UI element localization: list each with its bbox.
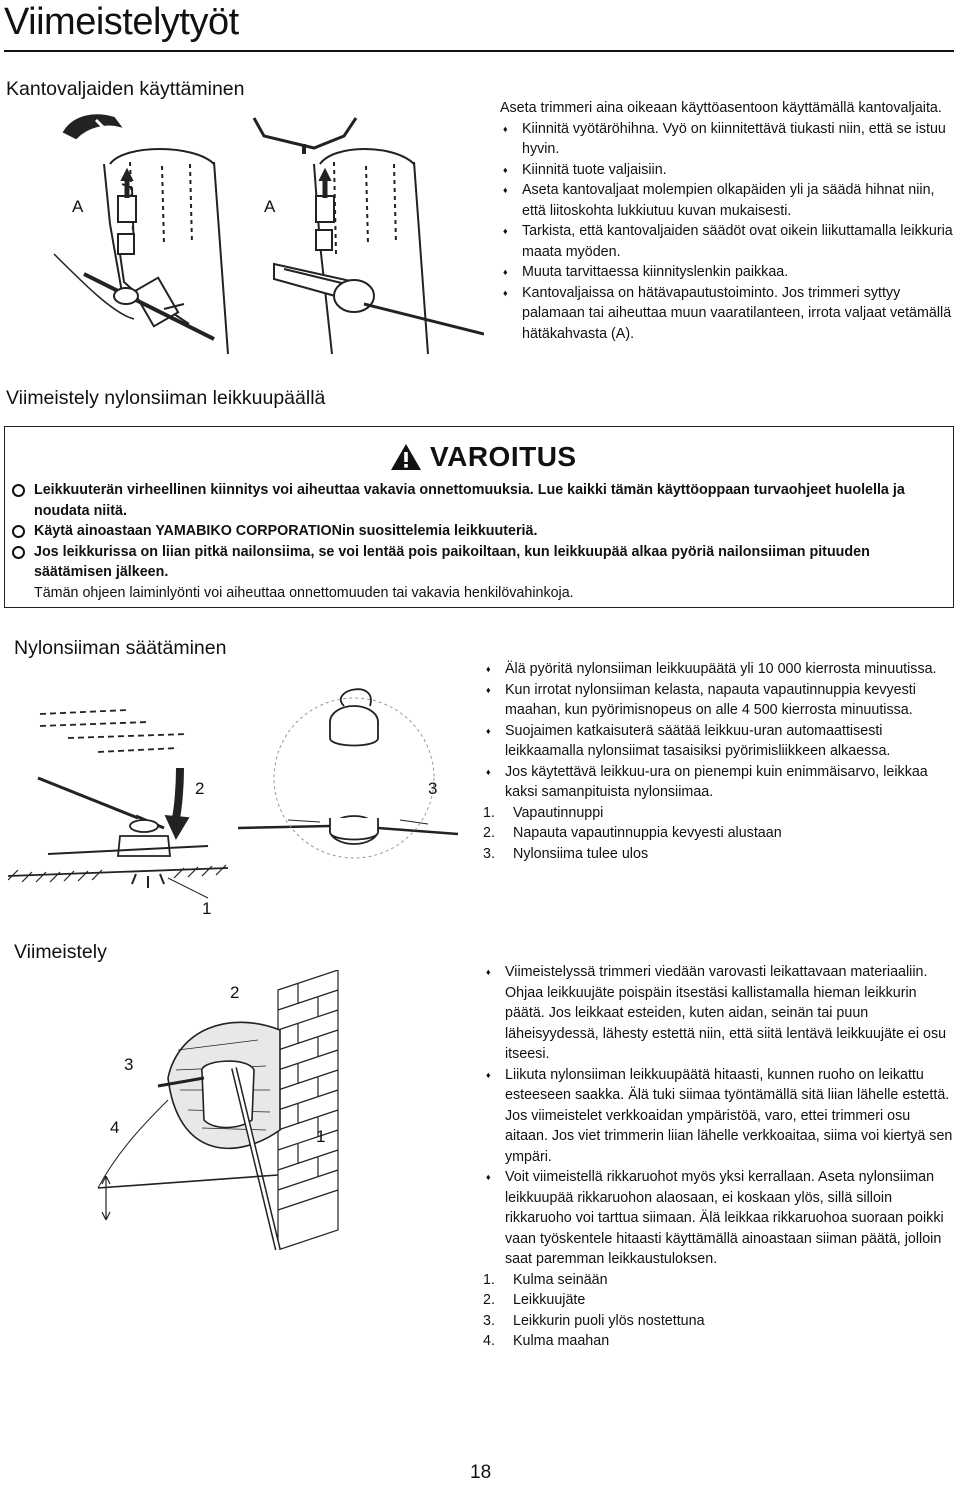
circle-bullet-icon [12, 546, 25, 559]
line-adjust-illustration [8, 668, 468, 924]
list-item: ♦ Liikuta nylonsiiman leikkuupäätä hitaasti, kunnen ruoho on leikattu esteeseen saakka. Älä tuki siimaa työntämällä sitä liian lähelle estettä. Jos viimeistelet verkkoaidan ympäristöä, varo, ettei trimmeri osu aitaan. Jos viet trimmerin liian lähelle verkkoaitaa, siima voi kiertyä sen ympäri. [483, 1065, 955, 1168]
label-a-left: A [72, 197, 84, 216]
list-item: ♦ Aseta kantovaljaat molempien olkapäiden yli ja säädä hihnat niin, että liitoskohta lukkiutuu kuvan mukaisesti. [500, 180, 954, 221]
warning-header [390, 442, 577, 472]
nylon-finish-heading: Viimeistely nylonsiiman leikkuupäällä [6, 387, 326, 409]
list-item: ♦ Voit viimeistellä rikkaruohot myös yksi kerrallaan. Aseta nylonsiiman leikkuupää rikkaruohon alaosaan, ei koskaan ylös, sillä silloin rikkaruoho voi tarttua siimaan. Älä leikkaa rikkaruohoa suoraan poikki vaan työskentele hitaasti käyttämällä ainoastaan siiman päätä, jolloin saat paremman leikkaustuloksen. [483, 1167, 955, 1270]
fig-label-1: 1 [202, 899, 212, 918]
finishing-bullets [483, 962, 955, 1352]
harness-bullets [500, 119, 954, 345]
list-item: ♦ Älä pyöritä nylonsiiman leikkuupäätä yli 10 000 kierrosta minuutissa. [483, 659, 955, 680]
warning-list [12, 480, 947, 603]
list-item: ♦ Muuta tarvittaessa kiinnityslenkin paikkaa. [500, 262, 954, 283]
warning-note: Tämän ohjeen laiminlyönti voi aiheuttaa onnettomuuden tai vakavia henkilövahinkoja. [34, 584, 574, 601]
list-item: ♦ Kiinnitä tuote valjaisiin. [500, 160, 954, 181]
list-item: 3. Leikkurin puoli ylös nostettuna [483, 1312, 705, 1329]
circle-bullet-icon [12, 484, 25, 497]
list-item: 2. Leikkuujäte [483, 1292, 586, 1308]
fig-label-4: 4 [110, 1118, 120, 1137]
fig-label-3: 3 [428, 779, 438, 798]
finishing-text [483, 962, 955, 1352]
title-divider [4, 50, 954, 52]
label-a-right: A [264, 197, 276, 216]
list-item: ♦ Kiinnitä vyötäröhihna. Vyö on kiinnitettävä tiukasti niin, että se istuu hyvin. [500, 119, 954, 160]
page-number: 18 [470, 1462, 492, 1483]
fig-label-3: 3 [124, 1055, 134, 1074]
list-item: ♦ Kantovaljaissa on hätävapautustoiminto. Jos trimmeri syttyy palamaan tai aiheuttaa muun vaaratilanteen, irrota valjaat vetämällä hätäkahvasta (A). [500, 283, 954, 345]
list-item: 4. Kulma maahan [483, 1333, 610, 1349]
list-item: ♦ Tarkista, että kantovaljaiden säädöt ovat oikein liikuttamalla leikkuria maata myöden. [500, 221, 954, 262]
list-item: 2. Napauta vapautinnuppia kevyesti alustaan [483, 825, 782, 841]
warning-item: Jos leikkurissa on liian pitkä nailonsiima, se voi lentää pois paikoiltaan, kun leikkuupää alkaa pyöriä nailonsiiman pituuden säätämisen jälkeen. [12, 542, 947, 583]
page-title: Viimeistelytyöt [4, 1, 239, 43]
list-item: ♦ Jos käytettävä leikkuu-ura on pienempi kuin enimmäisarvo, leikkaa kaksi samanpituista nylonsiimaa. [483, 762, 955, 803]
harness-intro: Aseta trimmeri aina oikeaan käyttöasentoon käyttämällä kantovaljaita. [500, 100, 942, 116]
harness-heading: Kantovaljaiden käyttäminen [6, 78, 245, 100]
fig-label-2: 2 [195, 779, 205, 798]
fig-label-1: 1 [316, 1127, 326, 1146]
list-item: ♦ Kun irrotat nylonsiiman kelasta, napauta vapautinnuppia kevyesti maahan, kun pyörimisnopeus on alle 4 500 kierrosta minuutissa. [483, 680, 955, 721]
fig-label-2: 2 [230, 983, 240, 1002]
finishing-heading: Viimeistely [14, 941, 107, 963]
list-item: 3. Nylonsiima tulee ulos [483, 845, 649, 862]
circle-bullet-icon [12, 525, 25, 538]
list-item: ♦ Suojaimen katkaisuterä säätää leikkuu-uran automaattisesti leikkaamalla nylonsiimat tasaisiksi pyörimisliikkeen alkaessa. [483, 721, 955, 762]
warning-title: VAROITUS [430, 441, 577, 472]
list-item: ♦ Viimeistelyssä trimmeri viedään varovasti leikattavaan materiaaliin. Ohjaa leikkuujäte poispäin itsestäsi kallistamalla hieman leikkurin päätä. Jos leikkaat esteiden, kuten aidan, seinän tai puun läheisyydessä, lähesty estettä niin, että siitä lentävä leikkuujäte ei osu itseesi. [483, 962, 955, 1065]
line-adjust-bullets [483, 659, 955, 864]
harness-illustration [14, 104, 484, 372]
harness-text [500, 98, 954, 344]
warning-item: Käytä ainoastaan YAMABIKO CORPORATIONin suosittelemia leikkuuteriä. [12, 521, 947, 542]
finishing-illustration [8, 970, 468, 1250]
warning-item: Leikkuuterän virheellinen kiinnitys voi aiheuttaa vakavia onnettomuuksia. Lue kaikki tämän käyttöoppaan turvaohjeet huolella ja noudata niitä. [12, 480, 947, 521]
list-item: 1. Kulma seinään [483, 1271, 608, 1288]
line-adjust-text [483, 659, 955, 864]
warning-triangle-icon [390, 443, 422, 471]
line-adjust-heading: Nylonsiiman säätäminen [14, 637, 227, 659]
list-item: 1. Vapautinnuppi [483, 804, 604, 821]
